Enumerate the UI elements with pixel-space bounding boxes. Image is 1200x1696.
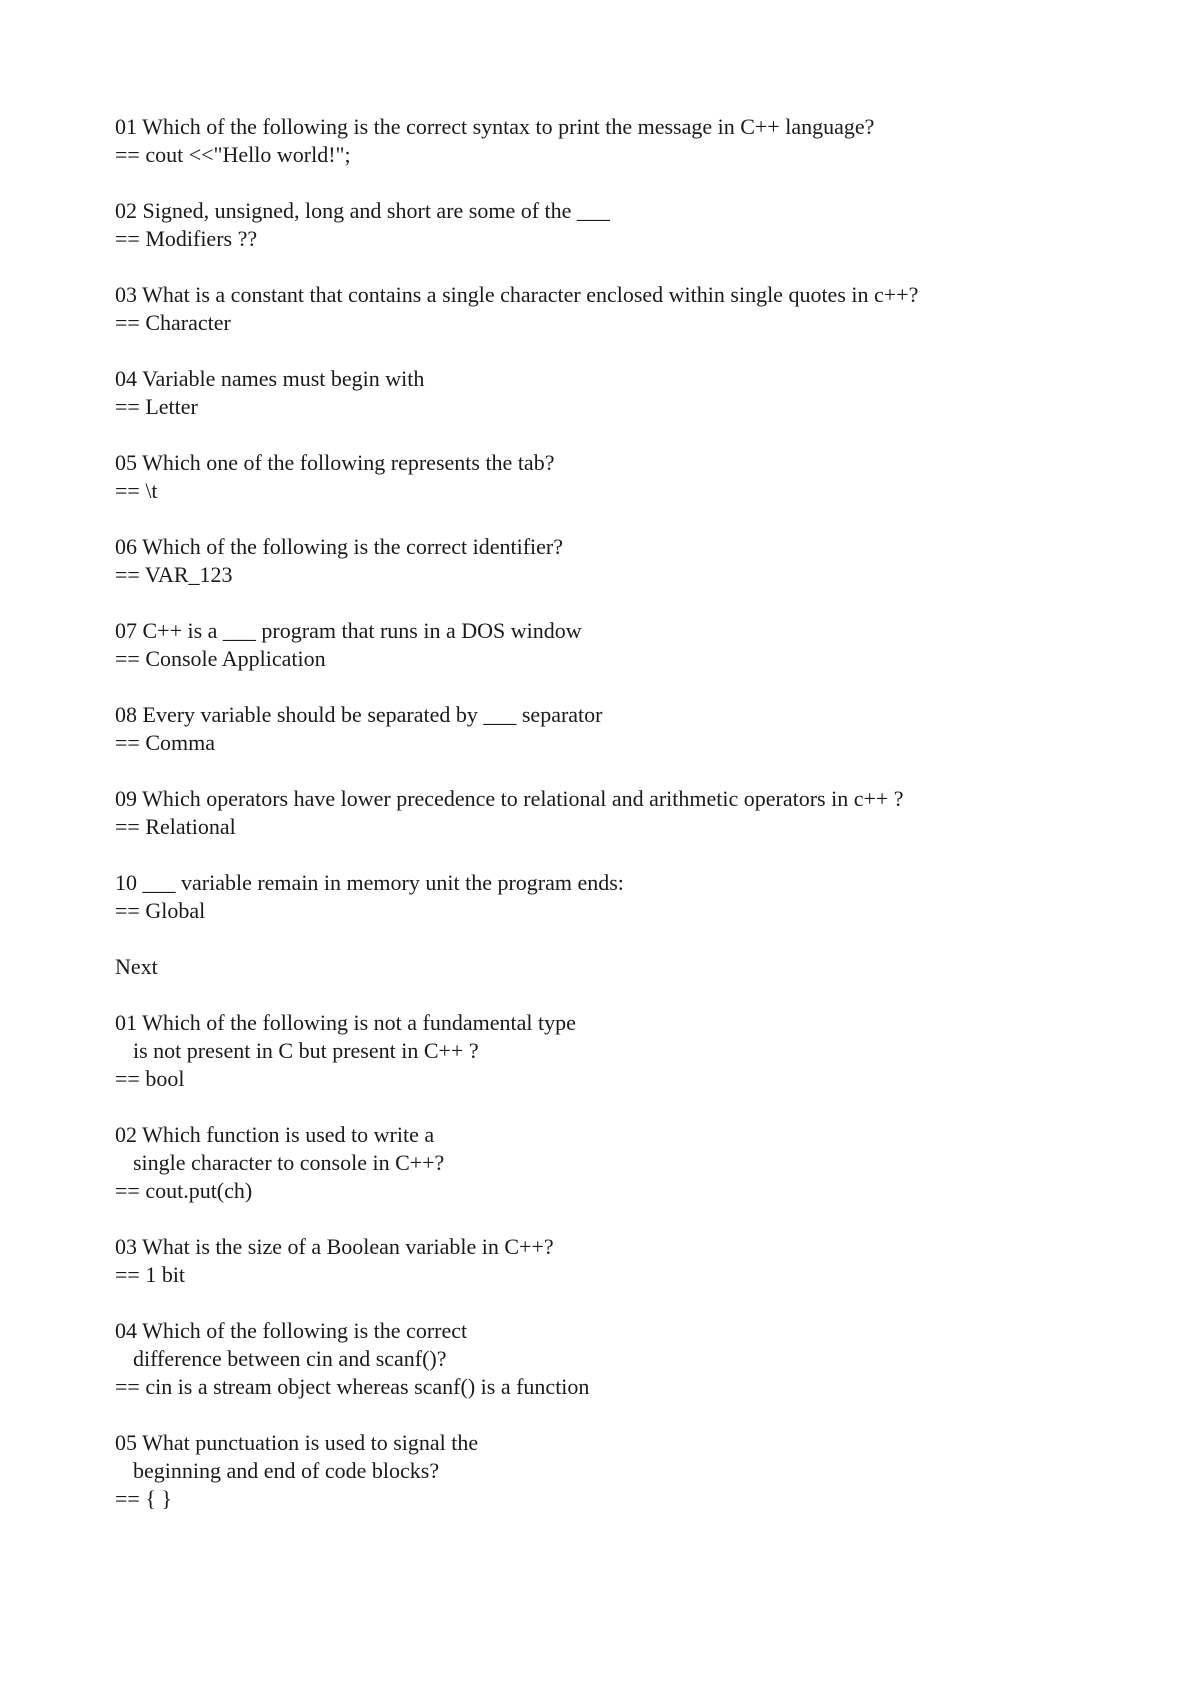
answer-text: == 1 bit <box>115 1262 186 1287</box>
question-text: 10 ___ variable remain in memory unit the program ends: <box>115 870 624 895</box>
question-block <box>115 449 1155 505</box>
question-block <box>115 869 1155 925</box>
question-text: 04 Variable names must begin with <box>115 366 425 391</box>
answer-text: == { } <box>115 1486 172 1511</box>
question-text: 07 C++ is a ___ program that runs in a DOS window <box>115 618 582 643</box>
question-text: 01 Which of the following is the correct syntax to print the message in C++ language? <box>115 114 875 139</box>
question-block <box>115 281 1155 337</box>
question-block <box>115 1429 1155 1513</box>
question-block <box>115 533 1155 589</box>
question-text-continued: single character to console in C++? <box>133 1150 445 1175</box>
question-text: 06 Which of the following is the correct identifier? <box>115 534 564 559</box>
question-text: 03 What is the size of a Boolean variable in C++? <box>115 1234 554 1259</box>
answer-text: == Letter <box>115 394 198 419</box>
next-label: Next <box>115 954 158 979</box>
question-text: 02 Signed, unsigned, long and short are some of the ___ <box>115 198 610 223</box>
answer-text: == Character <box>115 310 231 335</box>
question-block <box>115 701 1155 757</box>
answer-text: == Comma <box>115 730 215 755</box>
question-text: 09 Which operators have lower precedence to relational and arithmetic operators in c++ ? <box>115 786 904 811</box>
question-block <box>115 617 1155 673</box>
answer-text: == \t <box>115 478 158 503</box>
answer-text: == VAR_123 <box>115 562 233 587</box>
question-block <box>115 785 1155 841</box>
answer-text: == cout <<"Hello world!"; <box>115 142 351 167</box>
question-block <box>115 197 1155 253</box>
question-block <box>115 365 1155 421</box>
answer-text: == Console Application <box>115 646 326 671</box>
answer-text: == cin is a stream object whereas scanf() is a function <box>115 1374 590 1399</box>
question-block <box>115 1121 1155 1205</box>
question-text: 05 What punctuation is used to signal the <box>115 1430 479 1455</box>
answer-text: == Modifiers ?? <box>115 226 258 251</box>
question-text: 05 Which one of the following represents the tab? <box>115 450 555 475</box>
document-page <box>115 113 1155 1513</box>
answer-text: == cout.put(ch) <box>115 1178 253 1203</box>
answer-text: == Relational <box>115 814 236 839</box>
question-block <box>115 1009 1155 1093</box>
answer-text: == Global <box>115 898 206 923</box>
question-text-continued: is not present in C but present in C++ ? <box>133 1038 479 1063</box>
question-block <box>115 1233 1155 1289</box>
question-text: 04 Which of the following is the correct <box>115 1318 468 1343</box>
question-text: 01 Which of the following is not a fundamental type <box>115 1010 576 1035</box>
answer-text: == bool <box>115 1066 185 1091</box>
question-text: 02 Which function is used to write a <box>115 1122 435 1147</box>
question-block <box>115 1317 1155 1401</box>
question-text-continued: beginning and end of code blocks? <box>133 1458 440 1483</box>
question-block <box>115 113 1155 169</box>
question-text: 03 What is a constant that contains a single character enclosed within single quotes in c++? <box>115 282 919 307</box>
question-text-continued: difference between cin and scanf()? <box>133 1346 447 1371</box>
question-text: 08 Every variable should be separated by ___ separator <box>115 702 603 727</box>
